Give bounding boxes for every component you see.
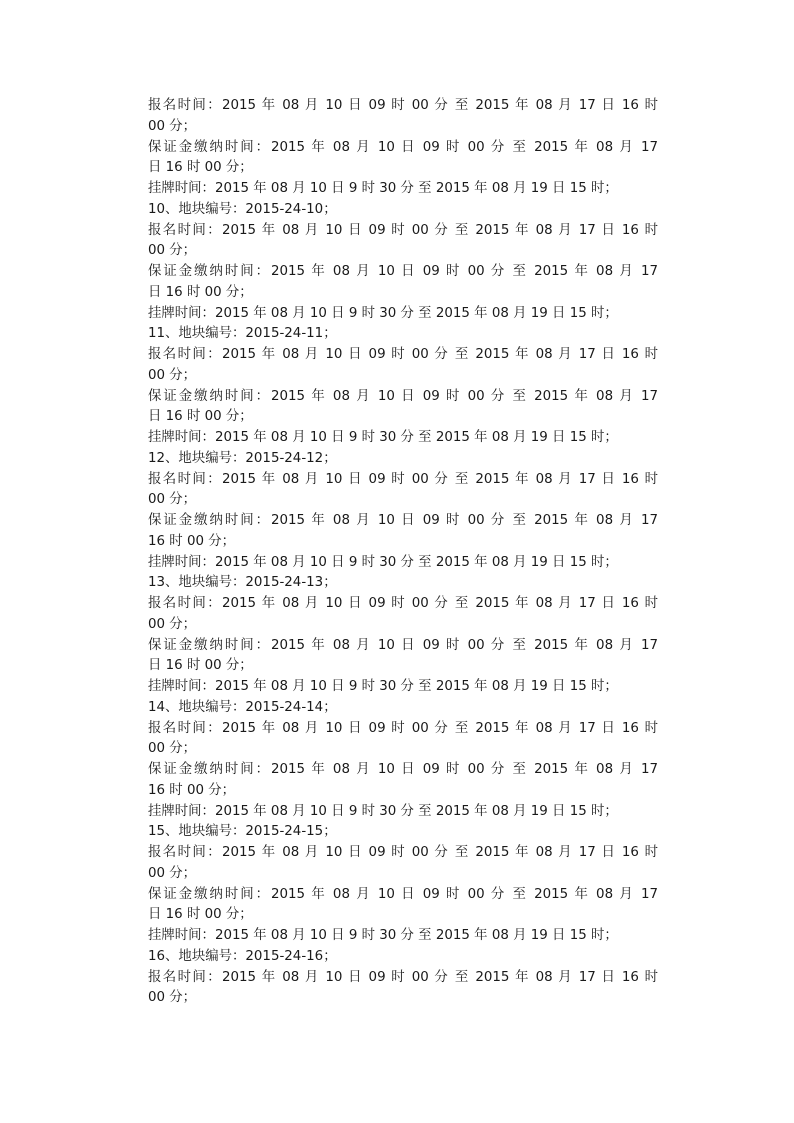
text-line: 保证金缴纳时间：2015 年 08 月 10 日 09 时 00 分 至 2015 年 08 月 17: [148, 886, 658, 902]
text-line: 报名时间：2015 年 08 月 10 日 09 时 00 分 至 2015 年 08 月 17 日 16 时: [148, 969, 658, 985]
text-line: 13、地块编号：2015-24-13；: [148, 575, 337, 591]
text-line: 保证金缴纳时间：2015 年 08 月 10 日 09 时 00 分 至 2015 年 08 月 17: [148, 264, 658, 279]
text-line: 10、地块编号：2015-24-10；: [148, 201, 337, 217]
text-line: 保证金缴纳时间：2015 年 08 月 10 日 09 时 00 分 至 2015 年 08 月 17: [148, 637, 658, 653]
text-line: 日 16 时 00 分；: [148, 907, 253, 923]
text-line: 保证金缴纳时间：2015 年 08 月 10 日 09 时 00 分 至 2015 年 08 月 17: [148, 388, 658, 404]
text-line: 15、地块编号：2015-24-15；: [148, 824, 337, 840]
text-line: 日 16 时 00 分；: [148, 284, 253, 300]
text-line: 报名时间：2015 年 08 月 10 日 09 时 00 分 至 2015 年 08 月 17 日 16 时: [148, 845, 658, 860]
text-line: 挂牌时间：2015 年 08 月 10 日 9 时 30 分 至 2015 年 08 月 19 日 15 时；: [148, 679, 618, 694]
text-line: 00 分；: [148, 616, 197, 632]
text-line: 12、地块编号：2015-24-12；: [148, 450, 337, 466]
text-line: 挂牌时间：2015 年 08 月 10 日 9 时 30 分 至 2015 年 08 月 19 日 15 时；: [148, 305, 618, 321]
text-line: 报名时间：2015 年 08 月 10 日 09 时 00 分 至 2015 年 08 月 17 日 16 时: [148, 222, 658, 238]
text-line: 16 时 00 分；: [148, 782, 236, 798]
text-line: 挂牌时间：2015 年 08 月 10 日 9 时 30 分 至 2015 年 08 月 19 日 15 时；: [148, 803, 618, 819]
text-line: 挂牌时间：2015 年 08 月 10 日 9 时 30 分 至 2015 年 08 月 19 日 15 时；: [148, 554, 618, 570]
text-line: 挂牌时间：2015 年 08 月 10 日 9 时 30 分 至 2015 年 08 月 19 日 15 时；: [148, 928, 618, 943]
text-line: 报名时间：2015 年 08 月 10 日 09 时 00 分 至 2015 年 08 月 17 日 16 时: [148, 596, 658, 611]
text-line: 16 时 00 分；: [148, 533, 236, 549]
text-line: 日 16 时 00 分；: [148, 658, 253, 674]
text-line: 00 分；: [148, 741, 197, 757]
text-line: 00 分；: [148, 865, 197, 881]
text-line: 挂牌时间：2015 年 08 月 10 日 9 时 30 分 至 2015 年 08 月 19 日 15 时；: [148, 430, 618, 445]
text-line: 00 分；: [148, 492, 197, 508]
text-line: 00 分；: [148, 243, 197, 259]
text-line: 日 16 时 00 分；: [148, 160, 253, 176]
text-line: 00 分；: [148, 990, 197, 1006]
document-page: [148, 96, 658, 1009]
text-line: 报名时间：2015 年 08 月 10 日 09 时 00 分 至 2015 年 08 月 17 日 16 时: [148, 98, 658, 113]
text-line: 00 分；: [148, 367, 197, 383]
text-line: 日 16 时 00 分；: [148, 409, 253, 425]
text-line: 11、地块编号：2015-24-11；: [148, 326, 337, 342]
text-line: 报名时间：2015 年 08 月 10 日 09 时 00 分 至 2015 年 08 月 17 日 16 时: [148, 471, 658, 487]
text-line: 16、地块编号：2015-24-16；: [148, 948, 337, 964]
text-line: 保证金缴纳时间：2015 年 08 月 10 日 09 时 00 分 至 2015 年 08 月 17: [148, 139, 658, 155]
text-line: 14、地块编号：2015-24-14；: [148, 699, 337, 715]
text-line: 保证金缴纳时间：2015 年 08 月 10 日 09 时 00 分 至 2015 年 08 月 17: [148, 762, 658, 777]
text-line: 报名时间：2015 年 08 月 10 日 09 时 00 分 至 2015 年 08 月 17 日 16 时: [148, 347, 658, 362]
text-line: 00 分；: [148, 118, 197, 134]
text-line: 挂牌时间：2015 年 08 月 10 日 9 时 30 分 至 2015 年 08 月 19 日 15 时；: [148, 181, 618, 196]
text-line: 保证金缴纳时间：2015 年 08 月 10 日 09 时 00 分 至 2015 年 08 月 17: [148, 513, 658, 528]
text-line: 报名时间：2015 年 08 月 10 日 09 时 00 分 至 2015 年 08 月 17 日 16 时: [148, 720, 658, 736]
